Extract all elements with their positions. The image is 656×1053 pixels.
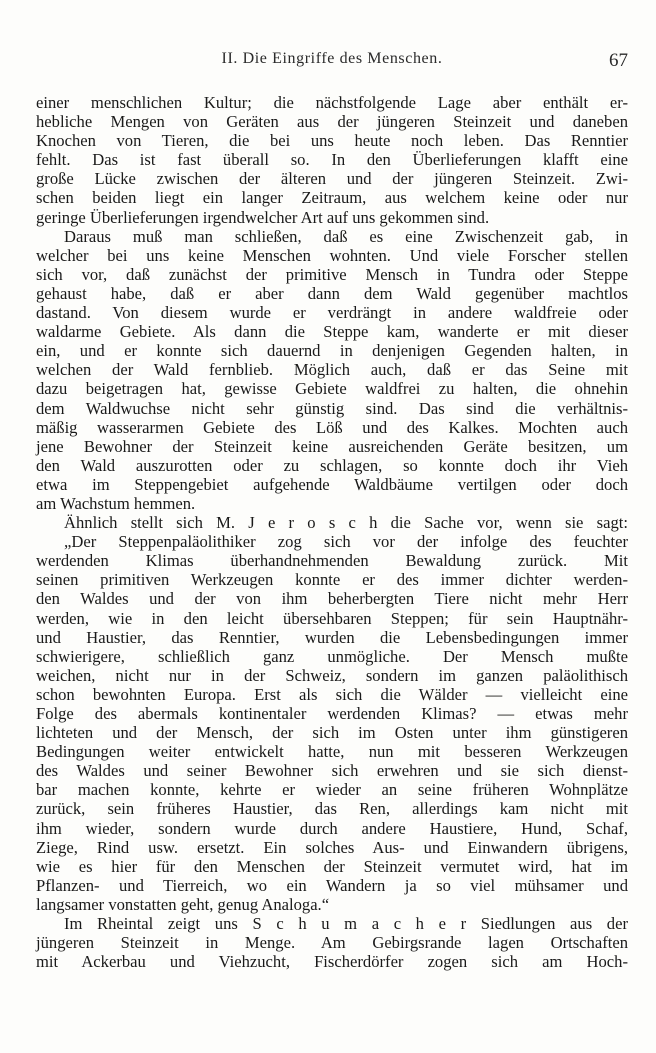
- paragraph-start-line: Daraus muß man schließen, daß es eine Zwischenzeit gab, in: [64, 226, 628, 246]
- text-line: waldarme Gebiete. Als dann die Steppe kam, wanderte er mit dieser: [36, 322, 628, 342]
- page-number: 67: [609, 50, 628, 71]
- text-line: Pflanzen- und Tierreich, wo ein Wandern ja so viel mühsamer und: [36, 875, 628, 895]
- text-line: gehaust habe, daß er aber dann dem Wald gegenüber machtlos: [36, 283, 628, 303]
- text-line: seinen primitiven Werkzeugen konnte er des immer dichter werden-: [36, 570, 628, 590]
- paragraph-start-line: Im Rheintal zeigt uns S c h u m a c h e r Siedlungen aus der: [64, 914, 628, 934]
- text-line: schwierigere, schließlich ganz unmögliche. Der Mensch mußte: [36, 646, 628, 666]
- text-line: werdenden Klimas überhandnehmenden Bewaldung zurück. Mit: [36, 551, 628, 571]
- text-line: werden, wie in den leicht übersehbaren Steppen; für sein Hauptnähr-: [36, 608, 628, 628]
- quote-start-line: „Der Steppenpaläolithiker zog sich vor der infolge des feuchter: [64, 532, 628, 552]
- text-line: ein, und er konnte sich dauernd in denjenigen Gegenden halten, in: [36, 341, 628, 361]
- text-line: welchen der Wald fernblieb. Möglich auch, daß er das Seine mit: [36, 360, 628, 380]
- text-line: hebliche Mengen von Geräten aus der jüngeren Steinzeit und daneben: [36, 112, 628, 132]
- running-head: II. Die Eingriffe des Menschen.: [221, 50, 443, 67]
- text-line: mit Ackerbau und Viehzucht, Fischerdörfer zogen sich am Hoch-: [36, 952, 628, 972]
- text-line: ihm wieder, sondern wurde durch andere Haustiere, Hund, Schaf,: [36, 818, 628, 838]
- page-header: [36, 50, 628, 80]
- text-line: weichen, nicht nur in der Schweiz, sondern im ganzen paläolithisch: [36, 665, 628, 685]
- text-line: Ziege, Rind usw. ersetzt. Ein solches Aus- und Einwandern übrigens,: [36, 837, 628, 857]
- text-line: wie es hier für den Menschen der Steinzeit vermutet wird, hat im: [36, 856, 628, 876]
- text-line: welcher bei uns keine Menschen wohnten. Und viele Forscher stellen: [36, 245, 628, 265]
- text-line: jene Bewohner der Steinzeit keine ausreichenden Geräte besitzen, um: [36, 436, 628, 456]
- text-line: große Lücke zwischen der älteren und der jüngeren Steinzeit. Zwi-: [36, 169, 628, 189]
- text-line: und Haustier, das Renntier, wurden die Lebensbedingungen immer: [36, 627, 628, 647]
- text-line: des Waldes und seiner Bewohner sich erwehren und sie sich dienst-: [36, 761, 628, 781]
- text-line: dem Waldwuchse nicht sehr günstig sind. Das sind die verhältnis-: [36, 398, 628, 418]
- text-line: dazu beigetragen hat, gewisse Gebiete waldfrei zu halten, die ohnehin: [36, 379, 628, 399]
- text-line: Knochen von Tieren, die bei uns heute noch leben. Das Renntier: [36, 131, 628, 151]
- text-line: Folge des abermals kontinentaler werdenden Klimas? — etwas mehr: [36, 704, 628, 723]
- text-line: bar machen konnte, kehrte er wieder an seine früheren Wohnplätze: [36, 780, 628, 800]
- text-line: mäßig wasserarmen Gebiete des Löß und des Kalkes. Mochten auch: [36, 417, 628, 437]
- text-line: etwa im Steppengebiet aufgehende Waldbäume vertilgen oder doch: [36, 474, 628, 494]
- text-line: den Waldes und der von ihm beherbergten Tiere nicht mehr Herr: [36, 589, 628, 609]
- body-text: [36, 93, 628, 971]
- text-line: sich vor, daß zunächst der primitive Mensch in Tundra oder Steppe: [36, 264, 628, 284]
- text-line: den Wald auszurotten oder zu schlagen, so konnte doch ihr Vieh: [36, 455, 628, 475]
- text-line: Bedingungen weiter entwickelt hatte, nun mit besseren Werkzeugen: [36, 742, 628, 762]
- text-line: dastand. Von diesem wurde er verdrängt in andere waldfreie oder: [36, 303, 628, 323]
- text-line: lichteten und der Mensch, der sich im Osten unter ihm günstigeren: [36, 723, 628, 743]
- text-line: jüngeren Steinzeit in Menge. Am Gebirgsrande lagen Ortschaften: [36, 933, 628, 953]
- text-line: einer menschlichen Kultur; die nächstfolgende Lage aber enthält er-: [36, 93, 628, 112]
- text-line: schen beiden liegt ein langer Zeitraum, aus welchem keine oder nur: [36, 188, 628, 208]
- text-line: zurück, sein früheres Haustier, das Ren, allerdings kam nicht mit: [36, 799, 628, 819]
- text-line: langsamer vonstatten geht, genug Analoga.“: [36, 894, 330, 914]
- text-line: schon bewohnten Europa. Erst als sich die Wälder — vielleicht eine: [36, 684, 628, 704]
- text-line: geringe Überlieferungen irgendwelcher Art auf uns gekommen sind.: [36, 207, 490, 227]
- text-line: am Wachstum hemmen.: [36, 493, 196, 513]
- paragraph-start-line: Ähnlich stellt sich M. J e r o s c h die Sache vor, wenn sie sagt:: [64, 513, 628, 533]
- text-line: fehlt. Das ist fast überall so. In den Überlieferungen klafft eine: [36, 150, 628, 170]
